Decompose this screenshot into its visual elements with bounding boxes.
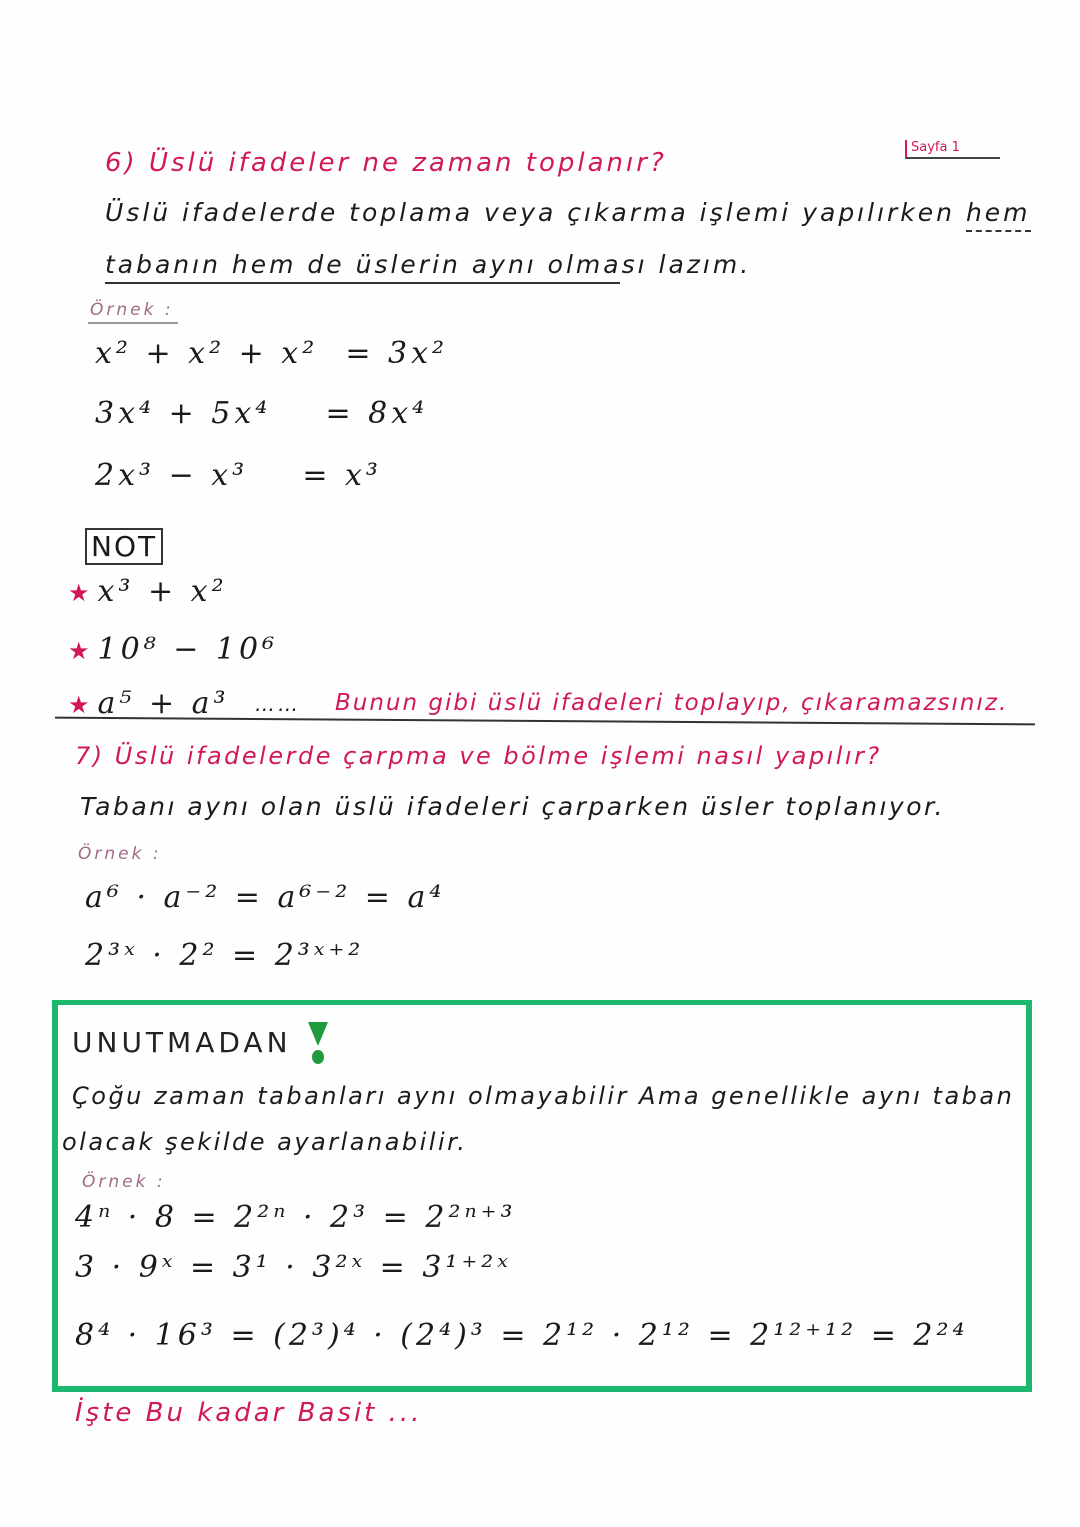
example-underline bbox=[88, 322, 178, 324]
footer-text: İşte Bu kadar Basit ... bbox=[75, 1398, 423, 1428]
star-icon: ★ bbox=[68, 579, 94, 607]
section-6-title: 6) Üslü ifadeler ne zaman toplanır? bbox=[105, 148, 667, 178]
star-icon: ★ bbox=[68, 691, 94, 719]
section-6-text-line1 bbox=[105, 198, 1031, 227]
section-7-example-1: a⁶ · a⁻² = a⁶⁻² = a⁴ bbox=[85, 880, 446, 915]
reminder-example-3: 8⁴ · 16³ = (2³)⁴ · (2⁴)³ = 2¹² · 2¹² = 2¹²⁺¹² = 2²⁴ bbox=[75, 1318, 969, 1353]
note-expr: x³ + x² bbox=[97, 574, 228, 609]
section-7-example-label: Örnek : bbox=[78, 844, 162, 864]
note-ellipsis: …… bbox=[255, 692, 301, 716]
example-lhs: 3x⁴ + 5x⁴ bbox=[95, 396, 272, 431]
section-7-example-2: 2³ˣ · 2² = 2³ˣ⁺² bbox=[85, 938, 365, 973]
section-7-title: 7) Üslü ifadelerde çarpma ve bölme işlemi nasıl yapılır? bbox=[75, 742, 882, 770]
section-6-example-label: Örnek : bbox=[90, 300, 174, 320]
page-number-label: Sayfa 1 bbox=[905, 140, 1000, 159]
example-lhs: x² + x² + x² bbox=[95, 336, 319, 371]
reminder-text-line2: olacak şekilde ayarlanabilir. bbox=[62, 1128, 468, 1156]
note-expr: a⁵ + a³ bbox=[97, 686, 230, 721]
section-6-text-a: Üslü ifadelerde toplama veya çıkarma işlemi yapılırken bbox=[105, 198, 966, 227]
example-rhs: = 8x⁴ bbox=[325, 396, 429, 431]
section-7-text: Tabanı aynı olan üslü ifadeleri çarparken üsler toplanıyor. bbox=[80, 792, 945, 821]
example-rhs: = 3x² bbox=[345, 336, 449, 371]
note-label-box: NOT bbox=[85, 528, 163, 565]
reminder-example-label: Örnek : bbox=[82, 1172, 166, 1192]
reminder-title: UNUTMADAN bbox=[72, 1026, 292, 1059]
section-6-example-1 bbox=[95, 336, 448, 371]
example-lhs: 2x³ − x³ bbox=[95, 458, 249, 493]
star-icon: ★ bbox=[68, 637, 94, 665]
section-6-text-line2: tabanın hem de üslerin aynı olması lazım. bbox=[105, 250, 752, 279]
underline bbox=[105, 282, 620, 284]
note-expr: 10⁸ − 10⁶ bbox=[97, 632, 279, 667]
reminder-example-2: 3 · 9ˣ = 3¹ · 3²ˣ = 3¹⁺²ˣ bbox=[75, 1250, 512, 1285]
section-6-text-b: hem bbox=[966, 198, 1031, 232]
note-item-1 bbox=[68, 574, 228, 609]
exclamation-icon bbox=[308, 1022, 328, 1064]
section-6-example-3 bbox=[95, 458, 382, 493]
section-6-example-2 bbox=[95, 396, 428, 431]
note-item-2 bbox=[68, 632, 278, 667]
note-comment: Bunun gibi üslü ifadeleri toplayıp, çıkaramazsınız. bbox=[335, 690, 1009, 716]
note-item-3 bbox=[68, 686, 230, 721]
section-divider bbox=[55, 717, 1035, 726]
reminder-example-1: 4ⁿ · 8 = 2²ⁿ · 2³ = 2²ⁿ⁺³ bbox=[75, 1200, 517, 1235]
example-rhs: = x³ bbox=[302, 458, 382, 493]
reminder-text-line1: Çoğu zaman tabanları aynı olmayabilir Ama genellikle aynı taban bbox=[72, 1082, 1015, 1110]
